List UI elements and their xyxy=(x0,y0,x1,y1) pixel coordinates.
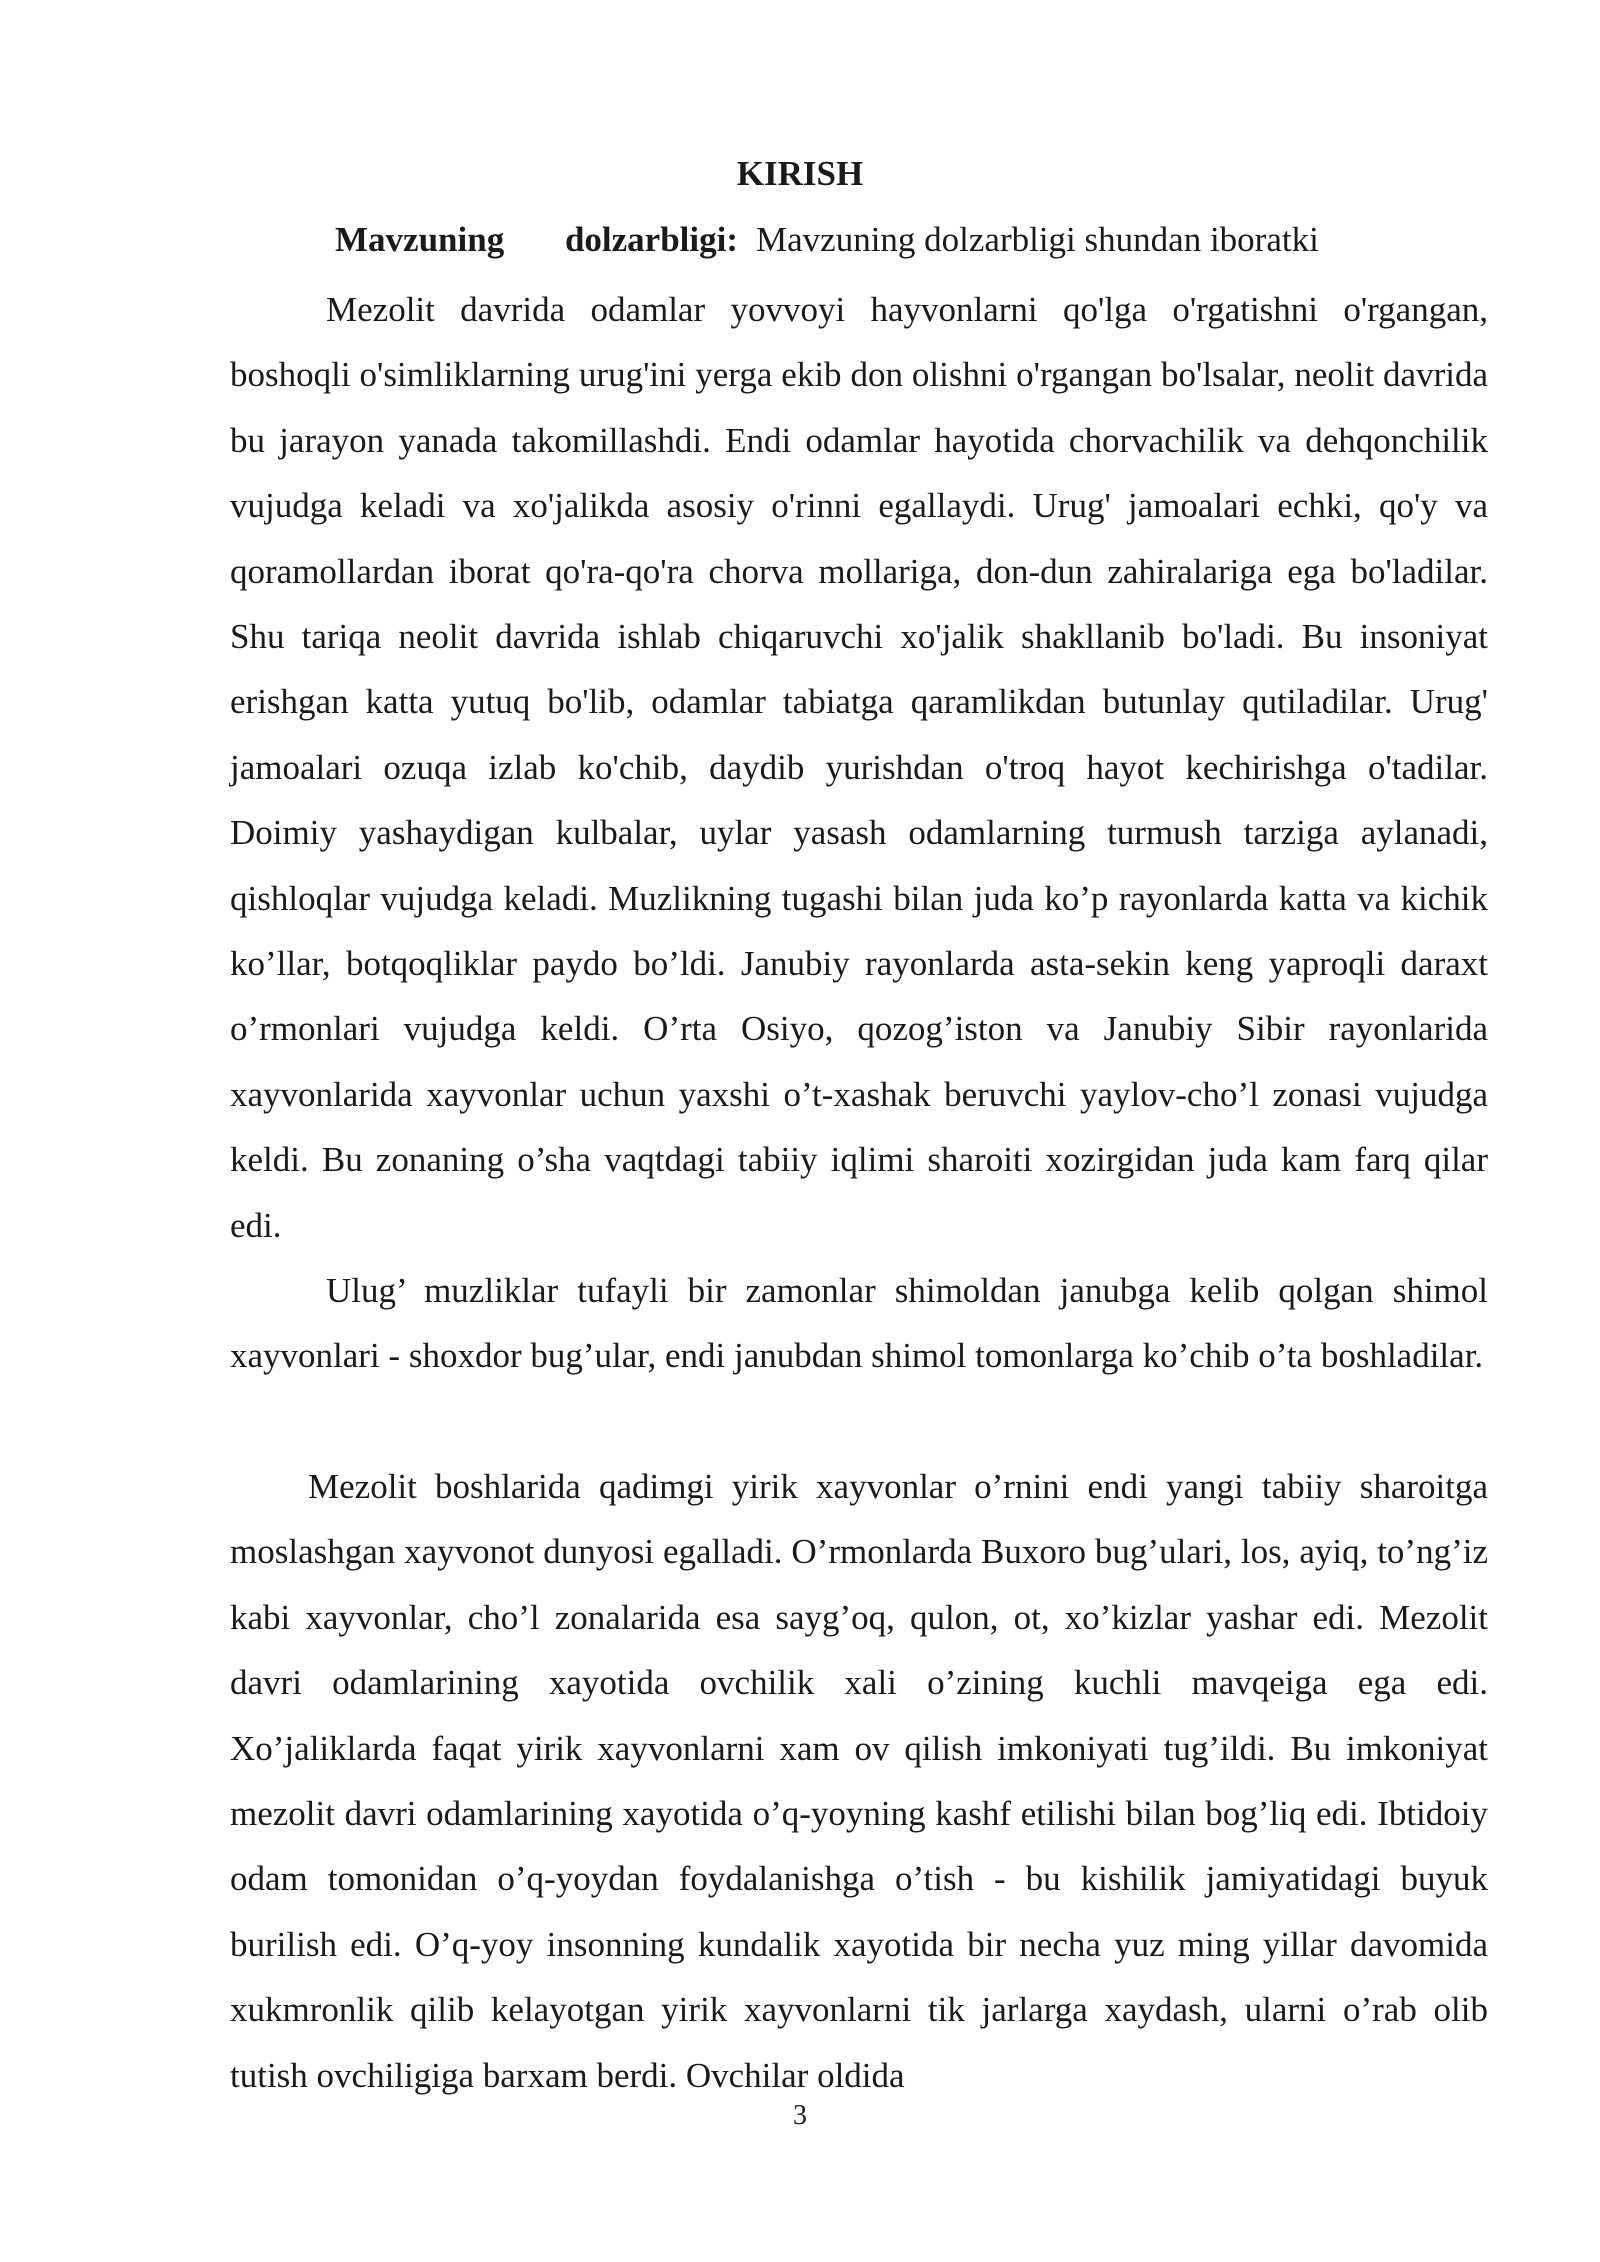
relevance-text: Mavzuning dolzarbligi shundan iboratki xyxy=(756,220,1319,259)
relevance-label: Mavzuning dolzarbligi: xyxy=(335,220,738,259)
page-title: KIRISH xyxy=(736,154,864,193)
paragraph-3: Mezolit boshlarida qadimgi yirik xayvonlar o’rnini endi yangi tabiiy sharoitga moslashgan xayvonot dunyosi egalladi. O’rmonlarda Buxoro bug’ulari, los, ayiq, to’ng’iz kabi xayvonlar, cho’l zonalarida esa sayg’oq, qulon, ot, xo’kizlar yashar edi. Mezolit davri odamlarining xayotida ovchilik xali o’zining kuchli mavqeiga ega edi. Xo’jaliklarda faqat yirik xayvonlarni xam ov qilish imkoniyati tug’ildi. Bu imkoniyat mezolit davri odamlarining xayotida o’q-yoyning kashf etilishi bilan bog’liq edi. Ibtidoiy odam tomonidan o’q-yoydan foydalanishga o’tish - bu kishilik jamiyatidagi buyuk burilish edi. O’q-yoy insonning kundalik xayotida bir necha yuz ming yillar davomida xukmronlik qilib kelayotgan yirik xayvonlarni tik jarlarga xaydash, ularni o’rab olib tutish ovchiligiga barxam berdi. Ovchilar oldida xyxy=(230,1467,1488,2095)
relevance-line xyxy=(335,216,1485,264)
paragraph-1: Mezolit davrida odamlar yovvoyi hayvonlarni qo'lga o'rgatishni o'rgangan, boshoqli o'simliklarning urug'ini yerga ekib don olishni o'rgangan bo'lsalar, neolit davrida bu jarayon yanada takomillashdi. Endi odamlar hayotida chorvachilik va dehqonchilik vujudga keladi va xo'jalikda asosiy o'rinni egallaydi. Urug' jamoalari echki, qo'y va qoramollardan iborat qo'ra-qo'ra chorva mollariga, don-dun zahiralariga ega bo'ladilar. Shu tariqa neolit davrida ishlab chiqaruvchi xo'jalik shakllanib bo'ladi. Bu insoniyat erishgan katta yutuq bo'lib, odamlar tabiatga qaramlikdan butunlay qutiladilar. Urug' jamoalari ozuqa izlab ko'chib, daydib yurishdan o'troq hayot kechirishga o'tadilar. Doimiy yashaydigan kulbalar, uylar yasash odamlarning turmush tarziga aylanadi, qishloqlar vujudga keladi. Muzlikning tugashi bilan juda ko’p rayonlarda katta va kichik ko’llar, botqoqliklar paydo bo’ldi. Janubiy rayonlarda asta-sekin keng yaproqli daraxt o’rmonlari vujudga keldi. O’rta Osiyo, qozog’iston va Janubiy Sibir rayonlarida xayvonlarida xayvonlar uchun yaxshi o’t-xashak beruvchi yaylov-cho’l zonasi vujudga keldi. Bu zonaning o’sha vaqtdagi tabiiy iqlimi sharoiti xozirgidan juda kam farq qilar edi. xyxy=(230,290,1488,1245)
page-number: 3 xyxy=(793,2100,807,2131)
paragraph-2: Ulug’ muzliklar tufayli bir zamonlar shimoldan janubga kelib qolgan shimol xayvonlari - shoxdor bug’ular, endi janubdan shimol tomonlarga ko’chib o’ta boshladilar. xyxy=(230,1271,1488,1376)
